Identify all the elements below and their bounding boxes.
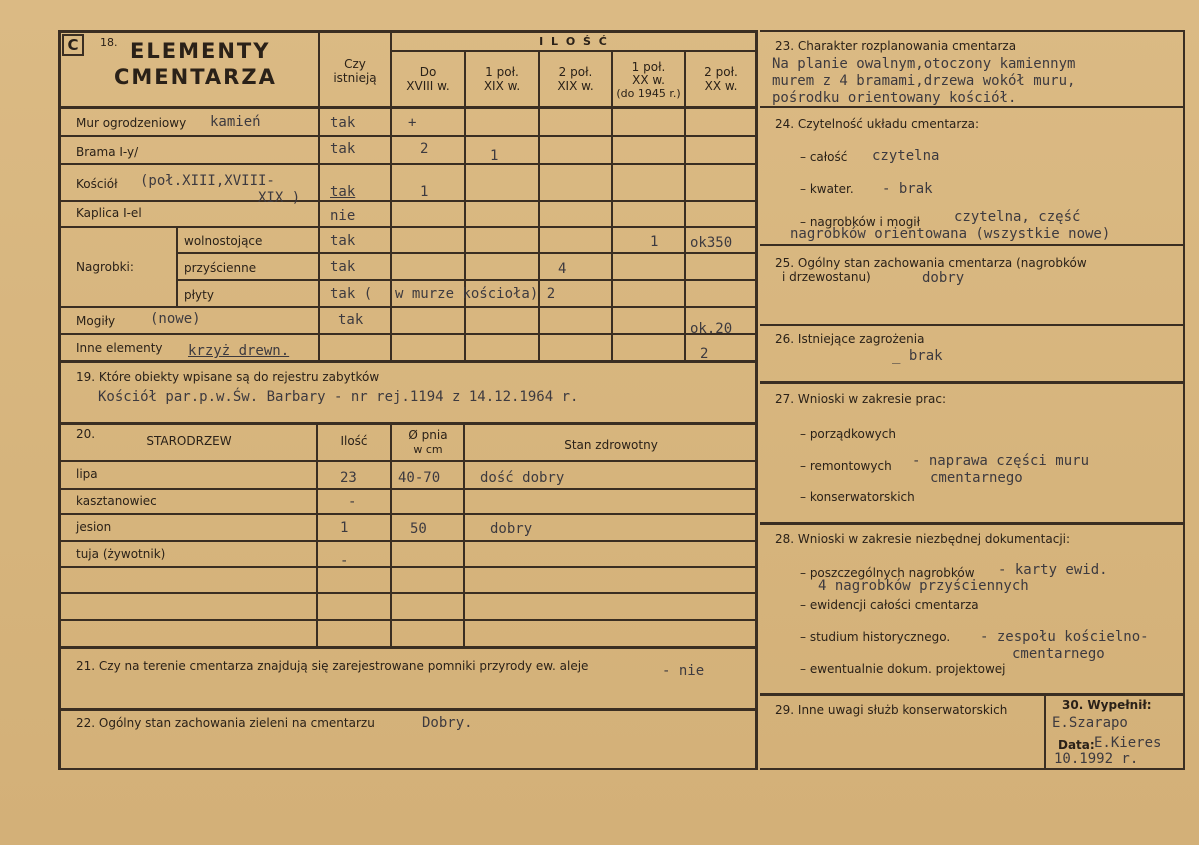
row-line <box>60 460 756 462</box>
tree-health: dobry <box>490 521 533 537</box>
row-line <box>760 522 1185 525</box>
s30-label: 30. Wypełnił: <box>1062 698 1152 712</box>
s20-col-diam-2: w cm <box>413 443 443 456</box>
row-line <box>60 163 756 165</box>
s24-nagrobki-label: – nagrobków i mogił <box>800 215 921 229</box>
row-line <box>60 646 756 649</box>
col-line <box>463 424 465 646</box>
s28-studium-value-2: cmentarnego <box>1012 646 1105 662</box>
row-line <box>760 106 1185 108</box>
period-label: XVIII w. <box>406 79 450 93</box>
s28-studium: – studium historycznego. <box>800 630 951 644</box>
row-line <box>60 226 756 228</box>
row-label-inne: Inne elementy <box>76 341 163 355</box>
s28-studium-value-1: - zespołu kościelno- <box>980 629 1149 645</box>
plyty-exists: tak ( <box>330 286 373 302</box>
frame-line <box>755 30 758 770</box>
kaplica-exists: nie <box>330 208 356 224</box>
row-line <box>60 513 756 515</box>
kosciol-exists: tak <box>330 184 356 200</box>
tree-name: lipa <box>76 467 98 481</box>
s30-date: 10.1992 r. <box>1054 751 1139 767</box>
row-label-kosciol: Kościół <box>76 177 118 191</box>
brama-19c-1: 1 <box>490 148 499 164</box>
s23-line-2: murem z 4 bramami,drzewa wokół muru, <box>772 73 1076 89</box>
mogily-20c-2: ok.20 <box>690 321 733 337</box>
tree-qty: - <box>340 553 349 569</box>
tree-name: jesion <box>76 520 112 534</box>
s24-nagrobki-value-1: czytelna, część <box>954 209 1081 225</box>
s24-label: 24. Czytelność układu cmentarza: <box>775 117 980 131</box>
s20-title: STARODRZEW <box>146 434 232 448</box>
row-line <box>60 200 756 202</box>
period-label: Do <box>419 65 437 79</box>
row-line <box>176 252 756 254</box>
s24-calosc-value: czytelna <box>872 148 940 164</box>
wolnostojace-20c-1: 1 <box>650 234 659 250</box>
period-label: (do 1945 r.) <box>616 87 681 100</box>
s22-label: 22. Ogólny stan zachowania zieleni na cmentarzu <box>76 716 375 730</box>
mur-material: kamień <box>210 114 261 130</box>
row-label-mogily: Mogiły <box>76 314 116 328</box>
col-line <box>316 424 318 646</box>
tree-name: kasztanowiec <box>76 494 157 508</box>
row-line <box>60 306 756 308</box>
s27-label: 27. Wnioski w zakresie prac: <box>775 392 947 406</box>
s27-konserwatorskie: – konserwatorskich <box>800 490 915 504</box>
row-line <box>60 106 756 109</box>
col-line <box>1044 694 1046 768</box>
card-code-box: C <box>62 34 84 56</box>
s25-value: dobry <box>922 270 965 286</box>
row-label-kaplica: Kaplica I-el <box>76 206 142 220</box>
tree-qty: - <box>348 494 357 510</box>
frame-line <box>1183 30 1185 770</box>
tree-health: dość dobry <box>480 470 565 486</box>
s24-nagrobki-value-2: nagrobków orientowana (wszystkie nowe) <box>790 226 1111 242</box>
s25-label-2: i drzewostanu) <box>782 270 871 284</box>
s20-col-health: Stan zdrowotny <box>564 438 658 452</box>
s28-label: 28. Wnioski w zakresie niezbędnej dokumentacji: <box>775 532 1071 546</box>
row-label-brama: Brama I-y/ <box>76 145 139 159</box>
kosciol-date-2: XIX ) <box>258 190 301 206</box>
row-line <box>60 135 756 137</box>
tree-qty: 23 <box>340 470 357 486</box>
s23-line-1: Na planie owalnym,otoczony kamiennym <box>772 56 1076 72</box>
s24-calosc-label: – całość <box>800 150 848 164</box>
s25-label-1: 25. Ogólny stan zachowania cmentarza (nagrobków <box>775 256 1087 270</box>
przyscienne-exists: tak <box>330 259 356 275</box>
s27-remontowe-value-2: cmentarnego <box>930 470 1023 486</box>
period-label: XX w. <box>632 73 665 87</box>
s27-remontowe: – remontowych <box>800 459 892 473</box>
row-line <box>60 540 756 542</box>
col-line <box>684 50 686 360</box>
row-line <box>390 50 756 52</box>
mur-pre18c: + <box>408 115 417 131</box>
tree-diameter: 40-70 <box>398 470 441 486</box>
row-label-wolnostojace: wolnostojące <box>184 234 263 248</box>
section-title-line1: ELEMENTY <box>130 39 271 63</box>
s20-col-diam-1: Ø pnia <box>408 428 448 442</box>
row-line <box>60 566 756 568</box>
s23-label: 23. Charakter rozplanowania cmentarza <box>775 39 1017 53</box>
s21-value: - nie <box>662 663 705 679</box>
s24-kwater-value: - brak <box>882 181 933 197</box>
period-label: XX w. <box>704 79 738 93</box>
section-number: 18. <box>100 36 118 49</box>
s19-value: Kościół par.p.w.Św. Barbary - nr rej.1194 z 14.12.1964 r. <box>98 389 579 405</box>
s30-filled-by: E.Szarapo <box>1052 715 1128 731</box>
s30-date-label: Data: <box>1058 738 1095 752</box>
brama-exists: tak <box>330 141 356 157</box>
mur-exists: tak <box>330 115 356 131</box>
frame-line <box>58 30 758 33</box>
kosciol-date-1: (poł.XIII,XVIII- <box>140 173 275 189</box>
quantity-header: I L O Ś Ć <box>539 35 609 48</box>
tree-name: tuja (żywotnik) <box>76 547 166 561</box>
period-label: 2 poł. <box>558 65 593 79</box>
row-line <box>60 360 756 363</box>
row-line <box>760 381 1185 384</box>
period-label: 2 poł. <box>704 65 738 79</box>
col-exists-label-1: Czy <box>344 57 366 71</box>
col-exists-label-2: istnieją <box>333 71 377 85</box>
frame-line <box>760 768 1185 770</box>
period-label: 1 poł. <box>485 65 519 79</box>
section-title-line2: CMENTARZA <box>114 65 277 89</box>
row-line <box>60 422 756 425</box>
s28-poszczegolne-value-2: 4 nagrobków przyściennych <box>818 578 1029 594</box>
frame-line <box>58 30 61 770</box>
frame-line <box>58 768 758 770</box>
s19-label: 19. Które obiekty wpisane są do rejestru zabytków <box>76 370 380 384</box>
s26-label: 26. Istniejące zagrożenia <box>775 332 925 346</box>
s23-line-3: pośrodku orientowany kościół. <box>772 90 1017 106</box>
period-label: XIX w. <box>483 79 521 93</box>
brama-pre18c: 2 <box>420 141 429 157</box>
s20-col-qty: Ilość <box>340 434 368 448</box>
s27-porzadkowe: – porządkowych <box>800 427 896 441</box>
s22-value: Dobry. <box>422 715 473 731</box>
row-label-nagrobki: Nagrobki: <box>76 260 134 274</box>
s21-label: 21. Czy na terenie cmentarza znajdują się zarejestrowane pomniki przyrody ew. aleje <box>76 659 589 673</box>
s20-number: 20. <box>76 427 96 441</box>
s28-poszczegolne: – poszczególnych nagrobków <box>800 566 975 580</box>
wolnostojace-20c-2: ok350 <box>690 235 733 251</box>
wolnostojace-exists: tak <box>330 233 356 249</box>
col-line <box>538 50 540 360</box>
period-label: XIX w. <box>557 79 594 93</box>
s28-poszczegolne-value-1: - karty ewid. <box>998 562 1108 578</box>
tree-qty: 1 <box>340 520 349 536</box>
row-line <box>760 244 1185 246</box>
row-line <box>760 693 1185 696</box>
mogily-exists: tak <box>338 312 364 328</box>
row-line <box>60 333 756 335</box>
row-line <box>760 324 1185 326</box>
plyty-note: w murze kościoła) 2 <box>395 286 556 302</box>
row-line <box>60 488 756 490</box>
s24-kwater-label: – kwater. <box>800 182 854 196</box>
row-label-plyty: płyty <box>184 288 214 302</box>
row-line <box>60 619 756 621</box>
inne-note: krzyż drewn. <box>188 343 290 359</box>
s28-projektowa: – ewentualnie dokum. projektowej <box>800 662 1006 676</box>
s28-ewidencja: – ewidencji całości cmentarza <box>800 598 979 612</box>
s27-remontowe-value-1: - naprawa części muru <box>912 453 1090 469</box>
row-line <box>60 592 756 594</box>
row-line <box>60 708 756 711</box>
row-label-mur: Mur ogrodzeniowy <box>76 116 187 130</box>
frame-line <box>760 30 1185 32</box>
inne-20c-2: 2 <box>700 346 709 362</box>
mogily-note: (nowe) <box>150 311 201 327</box>
tree-diameter: 50 <box>410 521 427 537</box>
s30-date-name: E.Kieres <box>1094 735 1162 751</box>
col-line <box>390 424 392 646</box>
col-line <box>464 50 466 360</box>
row-label-przyscienne: przyścienne <box>184 261 257 275</box>
period-label: 1 poł. <box>631 60 666 74</box>
row-line <box>176 279 756 281</box>
col-line <box>176 228 178 306</box>
kosciol-pre18c: 1 <box>420 184 429 200</box>
s26-value: _ brak <box>892 348 943 364</box>
s29-label: 29. Inne uwagi służb konserwatorskich <box>775 703 1008 717</box>
przyscienne-19c-2: 4 <box>558 261 567 277</box>
